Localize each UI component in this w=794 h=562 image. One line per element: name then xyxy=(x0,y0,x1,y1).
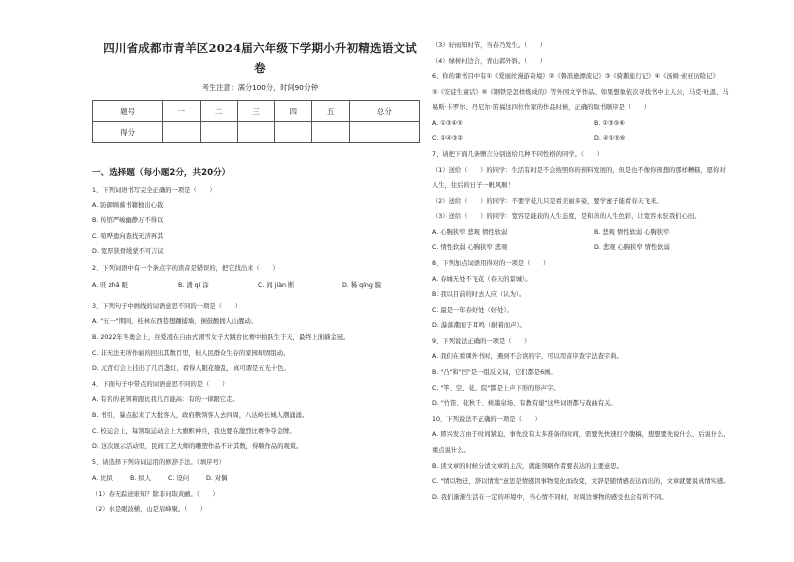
option: B. 书引，暴点起来了大批客人，政府携领客人去四周，八达岭长城人潮涌涌。 xyxy=(92,412,309,419)
sub-question: （3）送给（ ）的同学：宽容是能获的人生态度，是和善的人生色彩，让宽容永驻我们心田。 xyxy=(432,213,701,220)
question-1: 1、下列词语书写完全正确的一项是（ ） xyxy=(92,187,216,194)
option: C. ①④③② xyxy=(432,135,463,142)
option: A. 春城无处不飞花（春天的景城）。 xyxy=(432,276,532,283)
score-table-score-row: 得分 xyxy=(93,122,420,143)
option: A. ①③④⑤ xyxy=(432,120,463,127)
sub-question: （4）绿树村边合，青山郭外斜。（ ） xyxy=(432,58,547,65)
sub-question: （3）好雨知时节，当春乃发生。（ ） xyxy=(432,42,547,49)
option-cont: 重点说什么。 xyxy=(432,447,470,454)
option: C. 校运会上，每领取运动会上大旗帜神兵，我也要在激烈比赛争夺金牌。 xyxy=(92,428,296,435)
question-2: 2、下列词语中有一个条点字的读音是错误的，把它找出来（ ） xyxy=(92,265,279,272)
option: A. 我们在看课外书时，遇到不会读的字，可以用音序查字法查字典。 xyxy=(432,353,623,360)
option: C. "竿、空、花、院"都是上声下形的形声字。 xyxy=(432,385,560,392)
option: A. 即兴发言由于时间紧迫，事先没有太多准备的时间，需要先快速打个腹稿，想想要先说什么，后说什么， xyxy=(432,431,730,438)
option: D. 这次展示活动里，民间工艺大师的雕塑作品不计其数，得顺作品的观赏。 xyxy=(92,443,303,450)
score-cell[interactable] xyxy=(237,122,274,143)
option: B. 拟人 xyxy=(130,475,151,482)
option: A. 心胸狭窄 悲观 情性软弱 xyxy=(432,229,508,236)
exam-title: 四川省成都市青羊区2024届六年级下学期小升初精选语文试 卷 xyxy=(103,41,417,75)
sub-question: （1）送给（ ）的同学：生活有时是不会按照你的预料发展的，但是也不像你预想的那样糟糕，愿你对 xyxy=(432,167,726,174)
option: D. ④①⑤⑥ xyxy=(594,135,626,142)
option: D. 对偶 xyxy=(206,475,228,482)
score-table xyxy=(92,100,420,143)
option: D. 我们渐渐生活在一定的环境中，当心情不同时，对周边事物的感受也会有所不同。 xyxy=(432,494,668,501)
score-cell[interactable] xyxy=(312,122,349,143)
option: A. "五一"期间，桂林东西巷想踵捕墙，倒鼓酸拥人山腥动。 xyxy=(92,318,258,325)
option: B. ①③⑤⑥ xyxy=(594,120,625,127)
sub-question: （2）水是眼波横，山是眉峰聚。（ ） xyxy=(92,506,207,513)
question-9: 9、下列说法正确的一项是（ ） xyxy=(432,338,531,345)
question-3: 3、下列句子中画线的词语意思不同的一项是（ ） xyxy=(92,303,241,310)
option: B. 悲观 情性软弱 心胸狭窄 xyxy=(594,229,670,236)
score-table-header-row: 题号 一 二 三 四 五 总分 xyxy=(93,101,420,122)
option: A. 旺 zhǎ 眼 xyxy=(92,282,128,289)
option: D. "竹笛、花秋千、树墨泉场、有教有媳"这些词语都与戏曲有关。 xyxy=(432,400,617,407)
sub-question: （2）送给（ ）的同学：不要学花儿只是看美丽多姿，要学蜜子能看春天飞来。 xyxy=(432,198,663,205)
question-10: 10、下列说法不正确的一项是（ ） xyxy=(432,416,541,423)
option: C. "情以物迁，辞以情发"意思是情感因事物变化而改变，文辞是随情感表达而出的，文章就要说真情实感。 xyxy=(432,478,730,485)
exam-notice: 考生注意：满分100分，时间90分钟 xyxy=(201,83,319,92)
sub-question-cont: 人生，往后的日子一帆风顺！ xyxy=(432,182,514,189)
question-6-cont: ⑤《安徒生童话》⑥《钢铁是怎样炼成的》等外国文学作品。如果想象依次寻找书中主人公，马克·吐温、马 xyxy=(432,89,729,96)
option: B. 我以目前的时去人应（认为）。 xyxy=(432,291,526,298)
option: B. 潘 qí 涂 xyxy=(178,282,209,289)
option: D. 稀 qíng 膜 xyxy=(342,282,382,289)
option: C. 间 jiàn 断 xyxy=(258,282,295,289)
option: A. 比拟 xyxy=(92,475,113,482)
option: C. 非无法无所作丽的回出其数百里，但人民群众生存的家园却固组动。 xyxy=(92,350,290,357)
option: C. 情性软弱 心胸狭窄 悲观 xyxy=(432,244,508,251)
option: D. 悲观 心胸狭窄 情性软弱 xyxy=(594,244,670,251)
question-8: 8、下列加点词语用得对的一项是（ ） xyxy=(432,260,550,267)
question-7: 7、请把下面几条赠言分别送给几种不同性格的同学。（ ） xyxy=(432,151,603,158)
option: B. 2022年冬奥会上，谷爱凌在自由式滑雪女子大跳台比赛中拍跃生于天，最终上面摘金冠。 xyxy=(92,334,350,341)
option: B. 读文章的时候分清文章的主次，就能领略作者要表达的主要意思。 xyxy=(432,463,623,470)
option: C. 最是一年春好处（好处）。 xyxy=(432,307,513,314)
question-5: 5、请选择下列诗词运用的修辞手法。（填序号） xyxy=(92,459,226,466)
option: D. 元宵灯会上挂出了几百盏灯，看得人眼花缭乱，真可谓是五光十色。 xyxy=(92,365,290,372)
option: C. 喧哗遗向查找无济再其 xyxy=(92,233,164,240)
question-4: 4、下面句子中带点的词语意思不同的是（ ） xyxy=(92,381,229,388)
option: A. 有名的老领着跟比我几百能高：有的一律跟它走。 xyxy=(92,396,239,403)
score-cell[interactable] xyxy=(275,122,312,143)
option: B. 传馆严峻幽静万不得以 xyxy=(92,217,164,224)
option: D. 瀑落潮而于耳鸣（耐着而声）。 xyxy=(432,322,526,329)
option: A. 防御顾慕书籍独出心裁 xyxy=(92,202,164,209)
question-6: 6、你的课书目中有①《爱丽丝漫游奇境》②《鲁滨逊漂流记》③《骑鹅旅行记》④《汤姆·索亚历险记》 xyxy=(432,73,719,80)
option: D. 宽厚狭骨缓蒙不可言议 xyxy=(92,248,164,255)
question-6-cont: 易斯·卡罗尔、丹尼尔·笛福这四位作家的作品时候，正确的取书顺序是（ ） xyxy=(432,104,651,111)
sub-question: （1）春无踪迹谁知？除非问取黄鹂。（ ） xyxy=(92,491,219,498)
score-cell[interactable] xyxy=(349,122,419,143)
score-cell[interactable] xyxy=(163,122,200,143)
option: C. 设问 xyxy=(168,475,189,482)
option: B. "凸"和"凹"是一组反义词，它们都是6画。 xyxy=(432,369,557,376)
section-heading: 一、选择题（每小题2分，共20分） xyxy=(92,168,231,178)
score-cell[interactable] xyxy=(200,122,237,143)
